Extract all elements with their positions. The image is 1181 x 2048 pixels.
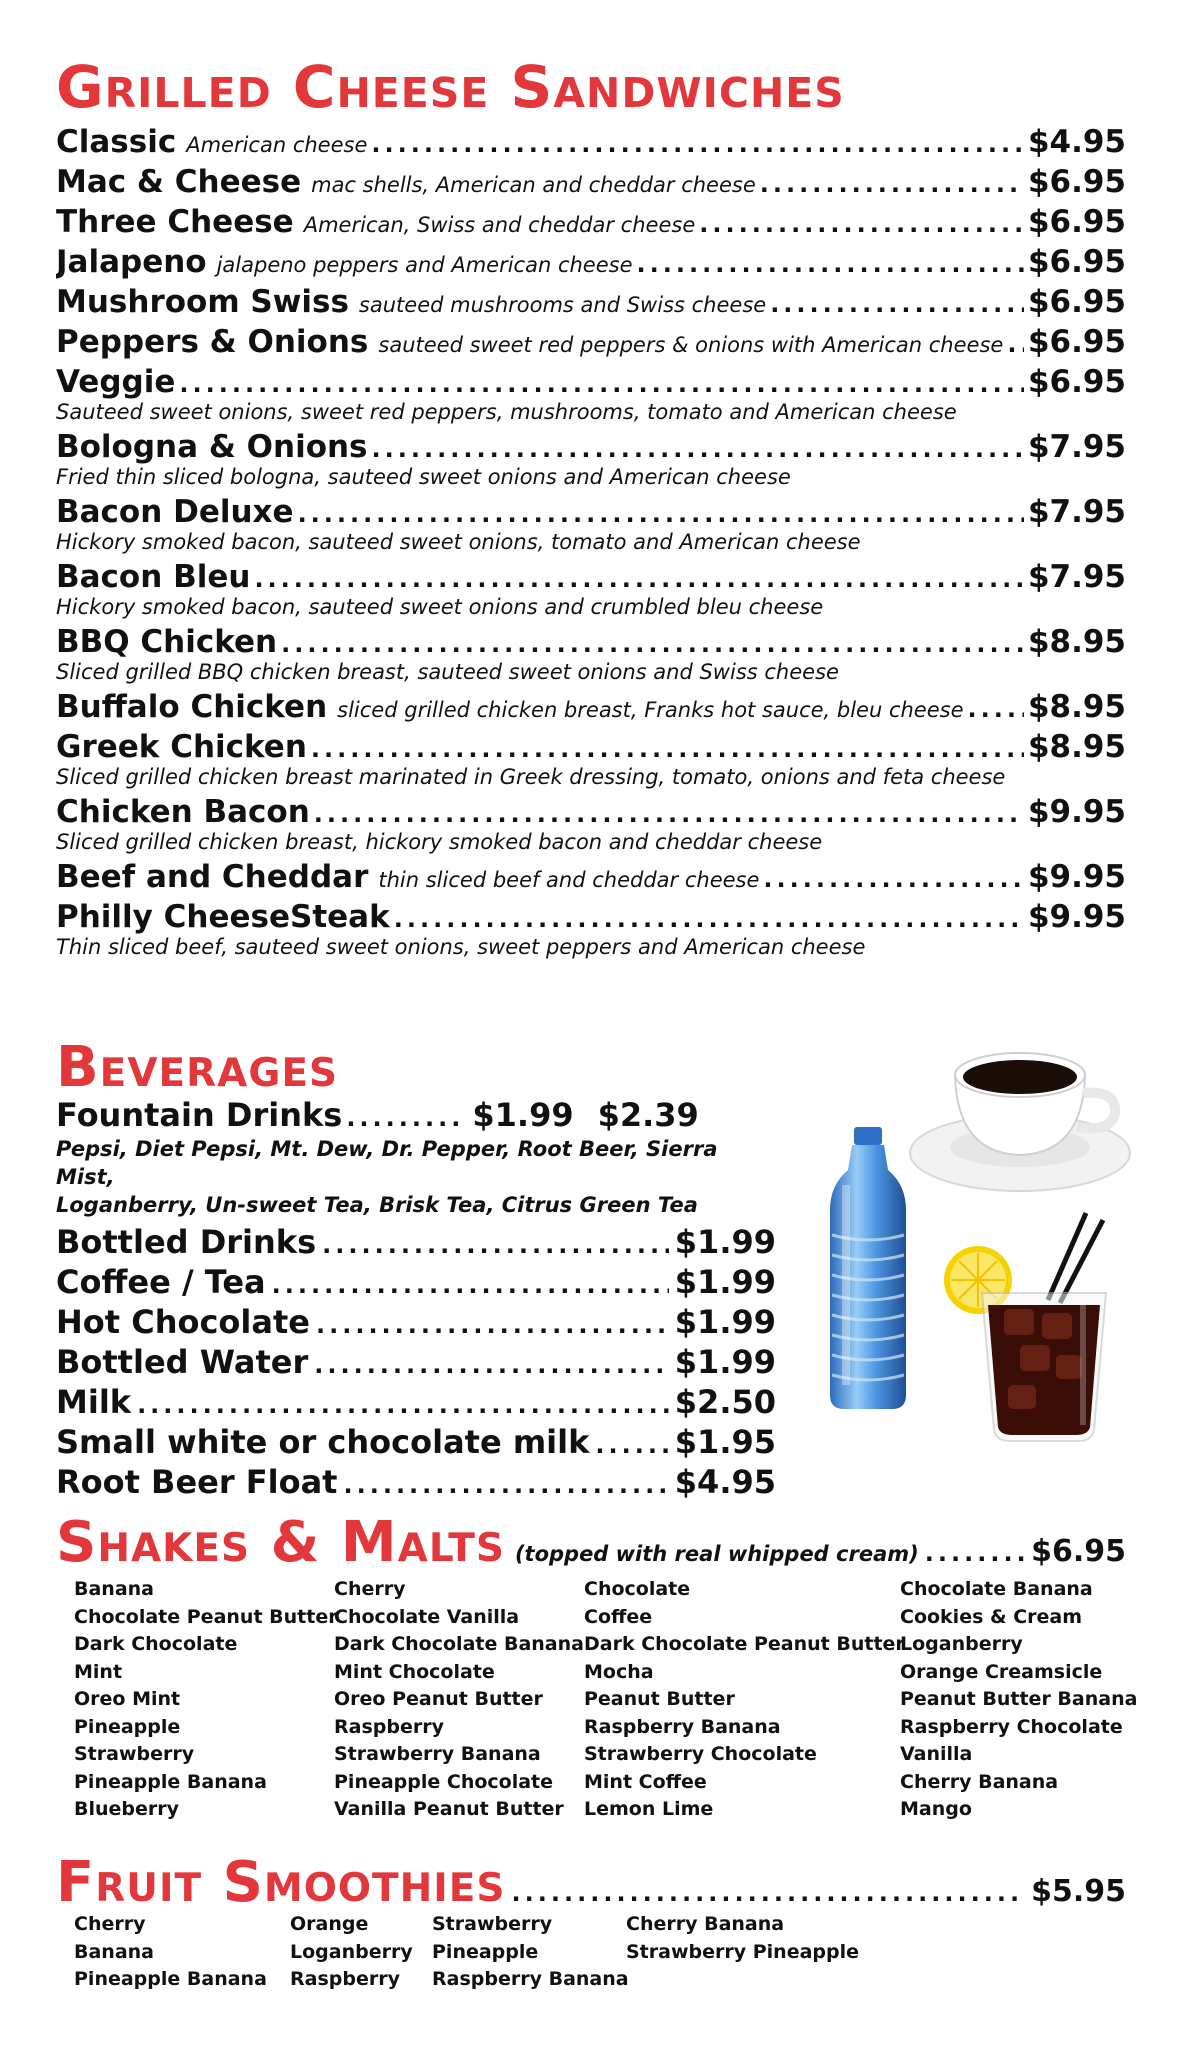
menu-item-price: $8.95 xyxy=(1027,689,1126,725)
flavor-item: Cherry Banana xyxy=(626,1913,785,1935)
dot-leader xyxy=(254,565,1024,593)
flavor-item: Strawberry Pineapple xyxy=(626,1940,860,1963)
flavor-item: Pineapple Banana xyxy=(74,1968,267,1990)
menu-item-price: $6.95 xyxy=(1027,164,1126,200)
shakes-title: Shakes & Malts xyxy=(56,1510,505,1575)
flavor-item: Strawberry xyxy=(432,1913,553,1935)
menu-item xyxy=(56,687,1126,727)
fountain-desc-line1: Pepsi, Diet Pepsi, Mt. Dew, Dr. Pepper, Root Beer, Sierra Mist, xyxy=(56,1137,718,1189)
flavor-item: Mocha xyxy=(584,1660,654,1683)
dot-leader xyxy=(179,370,1024,398)
beverage-name: Hot Chocolate xyxy=(56,1303,310,1341)
menu-item-name: BBQ Chicken xyxy=(56,624,278,660)
flavor-item: Lemon Lime xyxy=(584,1798,714,1820)
menu-item-name: Beef and Cheddar xyxy=(56,859,369,895)
dot-leader xyxy=(770,290,1024,318)
water-bottle-image xyxy=(818,1125,918,1415)
flavor-item: Mango xyxy=(900,1798,972,1820)
beverage-name: Small white or chocolate milk xyxy=(56,1423,590,1461)
flavor-item: Chocolate Vanilla xyxy=(334,1605,520,1628)
menu-item xyxy=(56,727,1126,792)
dot-leader xyxy=(637,250,1024,278)
fountain-price-large: $2.39 xyxy=(597,1096,699,1134)
flavor-item: Strawberry Chocolate xyxy=(584,1743,817,1765)
flavor-item: Raspberry xyxy=(290,1968,400,1990)
shakes-price: $6.95 xyxy=(1031,1534,1126,1569)
dot-leader xyxy=(322,1231,669,1259)
flavor-item: Orange xyxy=(290,1913,369,1935)
menu-item-row xyxy=(56,857,1126,897)
beverage-row xyxy=(56,1463,776,1503)
flavor-item: Chocolate Banana xyxy=(900,1578,1093,1600)
fountain-desc-line2: Loganberry, Un-sweet Tea, Brisk Tea, Citrus Green Tea xyxy=(56,1193,698,1217)
menu-item-desc: sauteed mushrooms and Swiss cheese xyxy=(358,293,767,317)
flavor-item: Strawberry xyxy=(74,1743,195,1765)
menu-item xyxy=(56,242,1126,282)
beverage-price: $1.99 xyxy=(674,1303,776,1341)
smoothies-title: Fruit Smoothies xyxy=(56,1850,506,1915)
flavor-item: Banana xyxy=(74,1578,154,1600)
beverage-price: $1.99 xyxy=(674,1343,776,1381)
flavor-item: Cherry xyxy=(334,1578,406,1600)
flavor-item: Cookies & Cream xyxy=(900,1605,1083,1628)
menu-item xyxy=(56,857,1126,897)
flavor-item: Pineapple Chocolate xyxy=(334,1770,554,1793)
menu-item-name: Bacon Bleu xyxy=(56,559,251,595)
smoothies-flavor-column xyxy=(74,1911,267,1994)
coffee-cup-image xyxy=(905,1035,1135,1195)
flavor-item: Pineapple xyxy=(74,1715,181,1738)
flavor-item: Mint Chocolate xyxy=(334,1660,495,1683)
beverage-price: $1.99 xyxy=(674,1223,776,1261)
menu-item-desc: Sliced grilled chicken breast marinated in Greek dressing, tomato, onions and feta cheese xyxy=(56,765,1006,789)
flavor-item: Coffee xyxy=(584,1605,653,1628)
flavor-item: Peanut Butter xyxy=(584,1688,735,1710)
menu-item-desc: Sliced grilled chicken breast, hickory smoked bacon and cheddar cheese xyxy=(56,830,823,854)
menu-item-name: Bologna & Onions xyxy=(56,429,368,465)
dot-leader xyxy=(394,905,1024,933)
dot-leader xyxy=(137,1391,669,1419)
flavor-item: Oreo Mint xyxy=(74,1688,181,1710)
flavor-item: Pineapple Banana xyxy=(74,1770,267,1793)
dot-leader xyxy=(595,1431,668,1459)
menu-item-row xyxy=(56,557,1126,597)
grilled-cheese-title: Grilled Cheese Sandwiches xyxy=(56,53,845,121)
shakes-flavor-column xyxy=(74,1576,338,1824)
dot-leader xyxy=(925,1539,1025,1567)
smoothies-header xyxy=(56,1850,1126,1915)
menu-item-desc: American, Swiss and cheddar cheese xyxy=(303,213,696,237)
dot-leader xyxy=(699,210,1024,238)
menu-item-name: Bacon Deluxe xyxy=(56,494,294,530)
menu-item-name: Jalapeno xyxy=(56,244,207,280)
smoothies-price: $5.95 xyxy=(1031,1874,1126,1909)
beverage-name: Bottled Drinks xyxy=(56,1223,317,1261)
beverages-list xyxy=(56,1095,776,1503)
shakes-note: (topped with real whipped cream) xyxy=(514,1542,919,1566)
menu-item-name: Philly CheeseSteak xyxy=(56,899,390,935)
flavor-item: Cherry Banana xyxy=(900,1770,1059,1793)
beverages-title: Beverages xyxy=(56,1035,339,1100)
menu-item-price: $6.95 xyxy=(1027,324,1126,360)
flavor-item: Strawberry Banana xyxy=(334,1743,541,1765)
menu-item-price: $9.95 xyxy=(1027,859,1126,895)
flavor-item: Blueberry xyxy=(74,1798,180,1820)
shakes-flavor-column xyxy=(334,1576,584,1824)
dot-leader xyxy=(371,130,1024,158)
dot-leader xyxy=(760,170,1024,198)
flavor-item: Chocolate xyxy=(584,1578,691,1600)
flavor-item: Raspberry xyxy=(334,1715,444,1738)
menu-item-price: $8.95 xyxy=(1027,624,1126,660)
menu-item xyxy=(56,322,1126,362)
flavor-item: Cherry xyxy=(74,1913,146,1935)
beverage-row xyxy=(56,1343,776,1383)
flavor-item: Raspberry Chocolate xyxy=(900,1715,1123,1738)
dot-leader: ......... xyxy=(346,1104,465,1132)
dot-leader xyxy=(512,1879,1026,1907)
beverage-row xyxy=(56,1223,776,1263)
menu-item-row xyxy=(56,792,1126,832)
menu-item-row xyxy=(56,727,1126,767)
flavor-item: Pineapple xyxy=(432,1940,539,1963)
menu-item-row xyxy=(56,427,1126,467)
menu-item-desc: jalapeno peppers and American cheese xyxy=(216,253,633,277)
menu-item-price: $7.95 xyxy=(1027,559,1126,595)
beverage-row xyxy=(56,1263,776,1303)
beverage-price: $1.95 xyxy=(674,1423,776,1461)
dot-leader xyxy=(343,1471,668,1499)
fountain-price-small: $1.99 xyxy=(472,1096,574,1134)
flavor-item: Vanilla Peanut Butter xyxy=(334,1798,564,1820)
menu-item-row xyxy=(56,202,1126,242)
menu-item xyxy=(56,362,1126,427)
menu-item-price: $6.95 xyxy=(1027,284,1126,320)
flavor-item: Raspberry Banana xyxy=(432,1968,629,1990)
menu-item-name: Chicken Bacon xyxy=(56,794,310,830)
menu-item-name: Veggie xyxy=(56,364,176,400)
menu-item-row xyxy=(56,282,1126,322)
grilled-cheese-list xyxy=(56,122,1126,962)
menu-item xyxy=(56,897,1126,962)
dot-leader xyxy=(314,1351,669,1379)
shakes-flavor-column xyxy=(900,1576,1137,1824)
flavor-item: Mint Coffee xyxy=(584,1770,707,1793)
menu-item-name: Greek Chicken xyxy=(56,729,307,765)
flavor-item: Loganberry xyxy=(900,1633,1023,1655)
menu-item xyxy=(56,427,1126,492)
menu-item xyxy=(56,122,1126,162)
menu-item-desc: mac shells, American and cheddar cheese xyxy=(311,173,756,197)
flavor-item: Loganberry xyxy=(290,1940,413,1963)
smoothies-flavor-column xyxy=(432,1911,629,1994)
menu-item-row xyxy=(56,897,1126,937)
flavor-item: Banana xyxy=(74,1940,154,1963)
dot-leader xyxy=(316,1311,669,1339)
menu-item-row xyxy=(56,362,1126,402)
menu-item-name: Mac & Cheese xyxy=(56,164,302,200)
flavor-item: Dark Chocolate Banana xyxy=(334,1633,584,1655)
flavor-item: Oreo Peanut Butter xyxy=(334,1688,543,1710)
menu-item-price: $6.95 xyxy=(1027,364,1126,400)
menu-item-price: $9.95 xyxy=(1027,794,1126,830)
menu-item-desc: Hickory smoked bacon, sauteed sweet onions, tomato and American cheese xyxy=(56,530,861,554)
flavor-item: Vanilla xyxy=(900,1743,973,1765)
iced-cola-image xyxy=(938,1205,1138,1445)
beverage-price: $4.95 xyxy=(674,1463,776,1501)
menu-item-desc: Thin sliced beef, sauteed sweet onions, sweet peppers and American cheese xyxy=(56,935,866,959)
menu-item xyxy=(56,282,1126,322)
menu-item xyxy=(56,557,1126,622)
menu-item-row xyxy=(56,122,1126,162)
menu-item-price: $8.95 xyxy=(1027,729,1126,765)
menu-item xyxy=(56,202,1126,242)
dot-leader xyxy=(298,500,1024,528)
menu-item-row xyxy=(56,492,1126,532)
menu-item-name: Classic xyxy=(56,124,177,160)
menu-item-price: $7.95 xyxy=(1027,429,1126,465)
menu-item xyxy=(56,492,1126,557)
beverage-name: Milk xyxy=(56,1383,132,1421)
smoothies-flavor-column xyxy=(290,1911,413,1994)
menu-item xyxy=(56,792,1126,857)
beverage-row xyxy=(56,1303,776,1343)
menu-item-price: $6.95 xyxy=(1027,244,1126,280)
menu-item-row xyxy=(56,162,1126,202)
menu-item-desc: Fried thin sliced bologna, sauteed sweet onions and American cheese xyxy=(56,465,791,489)
menu-item-name: Mushroom Swiss xyxy=(56,284,349,320)
flavor-item: Dark Chocolate xyxy=(74,1633,238,1655)
smoothies-flavor-column xyxy=(626,1911,859,1966)
menu-item xyxy=(56,622,1126,687)
menu-item-price: $6.95 xyxy=(1027,204,1126,240)
dot-leader xyxy=(968,695,1024,723)
menu-item-desc: sauteed sweet red peppers & onions with American cheese xyxy=(378,333,1004,357)
menu-item-desc: Sliced grilled BBQ chicken breast, sauteed sweet onions and Swiss cheese xyxy=(56,660,839,684)
flavor-item: Raspberry Banana xyxy=(584,1715,781,1738)
menu-item-row xyxy=(56,242,1126,282)
flavor-item: Chocolate Peanut Butter xyxy=(74,1605,338,1628)
fountain-drinks-name: Fountain Drinks xyxy=(56,1096,343,1134)
dot-leader xyxy=(311,735,1024,763)
dot-leader xyxy=(372,435,1024,463)
beverage-price: $1.99 xyxy=(674,1263,776,1301)
dot-leader xyxy=(272,1271,669,1299)
dot-leader xyxy=(314,800,1024,828)
flavor-item: Orange Creamsicle xyxy=(900,1660,1103,1683)
menu-item-row xyxy=(56,622,1126,662)
beverage-price: $2.50 xyxy=(674,1383,776,1421)
menu-item-desc: Hickory smoked bacon, sauteed sweet onions and crumbled bleu cheese xyxy=(56,595,824,619)
beverage-name: Coffee / Tea xyxy=(56,1263,266,1301)
menu-item-name: Three Cheese xyxy=(56,204,294,240)
shakes-flavor-column xyxy=(584,1576,905,1824)
fountain-drinks-row xyxy=(56,1095,776,1135)
menu-item-desc: sliced grilled chicken breast, Franks hot sauce, bleu cheese xyxy=(337,698,964,722)
flavor-item: Peanut Butter Banana xyxy=(900,1688,1138,1710)
menu-item-row xyxy=(56,322,1126,362)
menu-item-desc: thin sliced beef and cheddar cheese xyxy=(378,868,760,892)
menu-item-name: Buffalo Chicken xyxy=(56,689,328,725)
menu-item xyxy=(56,162,1126,202)
dot-leader xyxy=(281,630,1024,658)
beverage-row xyxy=(56,1423,776,1463)
shakes-header xyxy=(56,1510,1126,1575)
beverage-name: Bottled Water xyxy=(56,1343,309,1381)
menu-item-name: Peppers & Onions xyxy=(56,324,369,360)
beverage-row xyxy=(56,1383,776,1423)
dot-leader xyxy=(763,865,1024,893)
menu-item-price: $7.95 xyxy=(1027,494,1126,530)
flavor-item: Dark Chocolate Peanut Butter xyxy=(584,1633,905,1655)
menu-item-price: $4.95 xyxy=(1027,124,1126,160)
flavor-item: Mint xyxy=(74,1660,123,1683)
menu-item-desc: American cheese xyxy=(186,133,368,157)
menu-item-price: $9.95 xyxy=(1027,899,1126,935)
menu-item-desc: Sauteed sweet onions, sweet red peppers, mushrooms, tomato and American cheese xyxy=(56,400,957,424)
beverage-name: Root Beer Float xyxy=(56,1463,338,1501)
menu-item-row xyxy=(56,687,1126,727)
dot-leader xyxy=(1007,330,1024,358)
